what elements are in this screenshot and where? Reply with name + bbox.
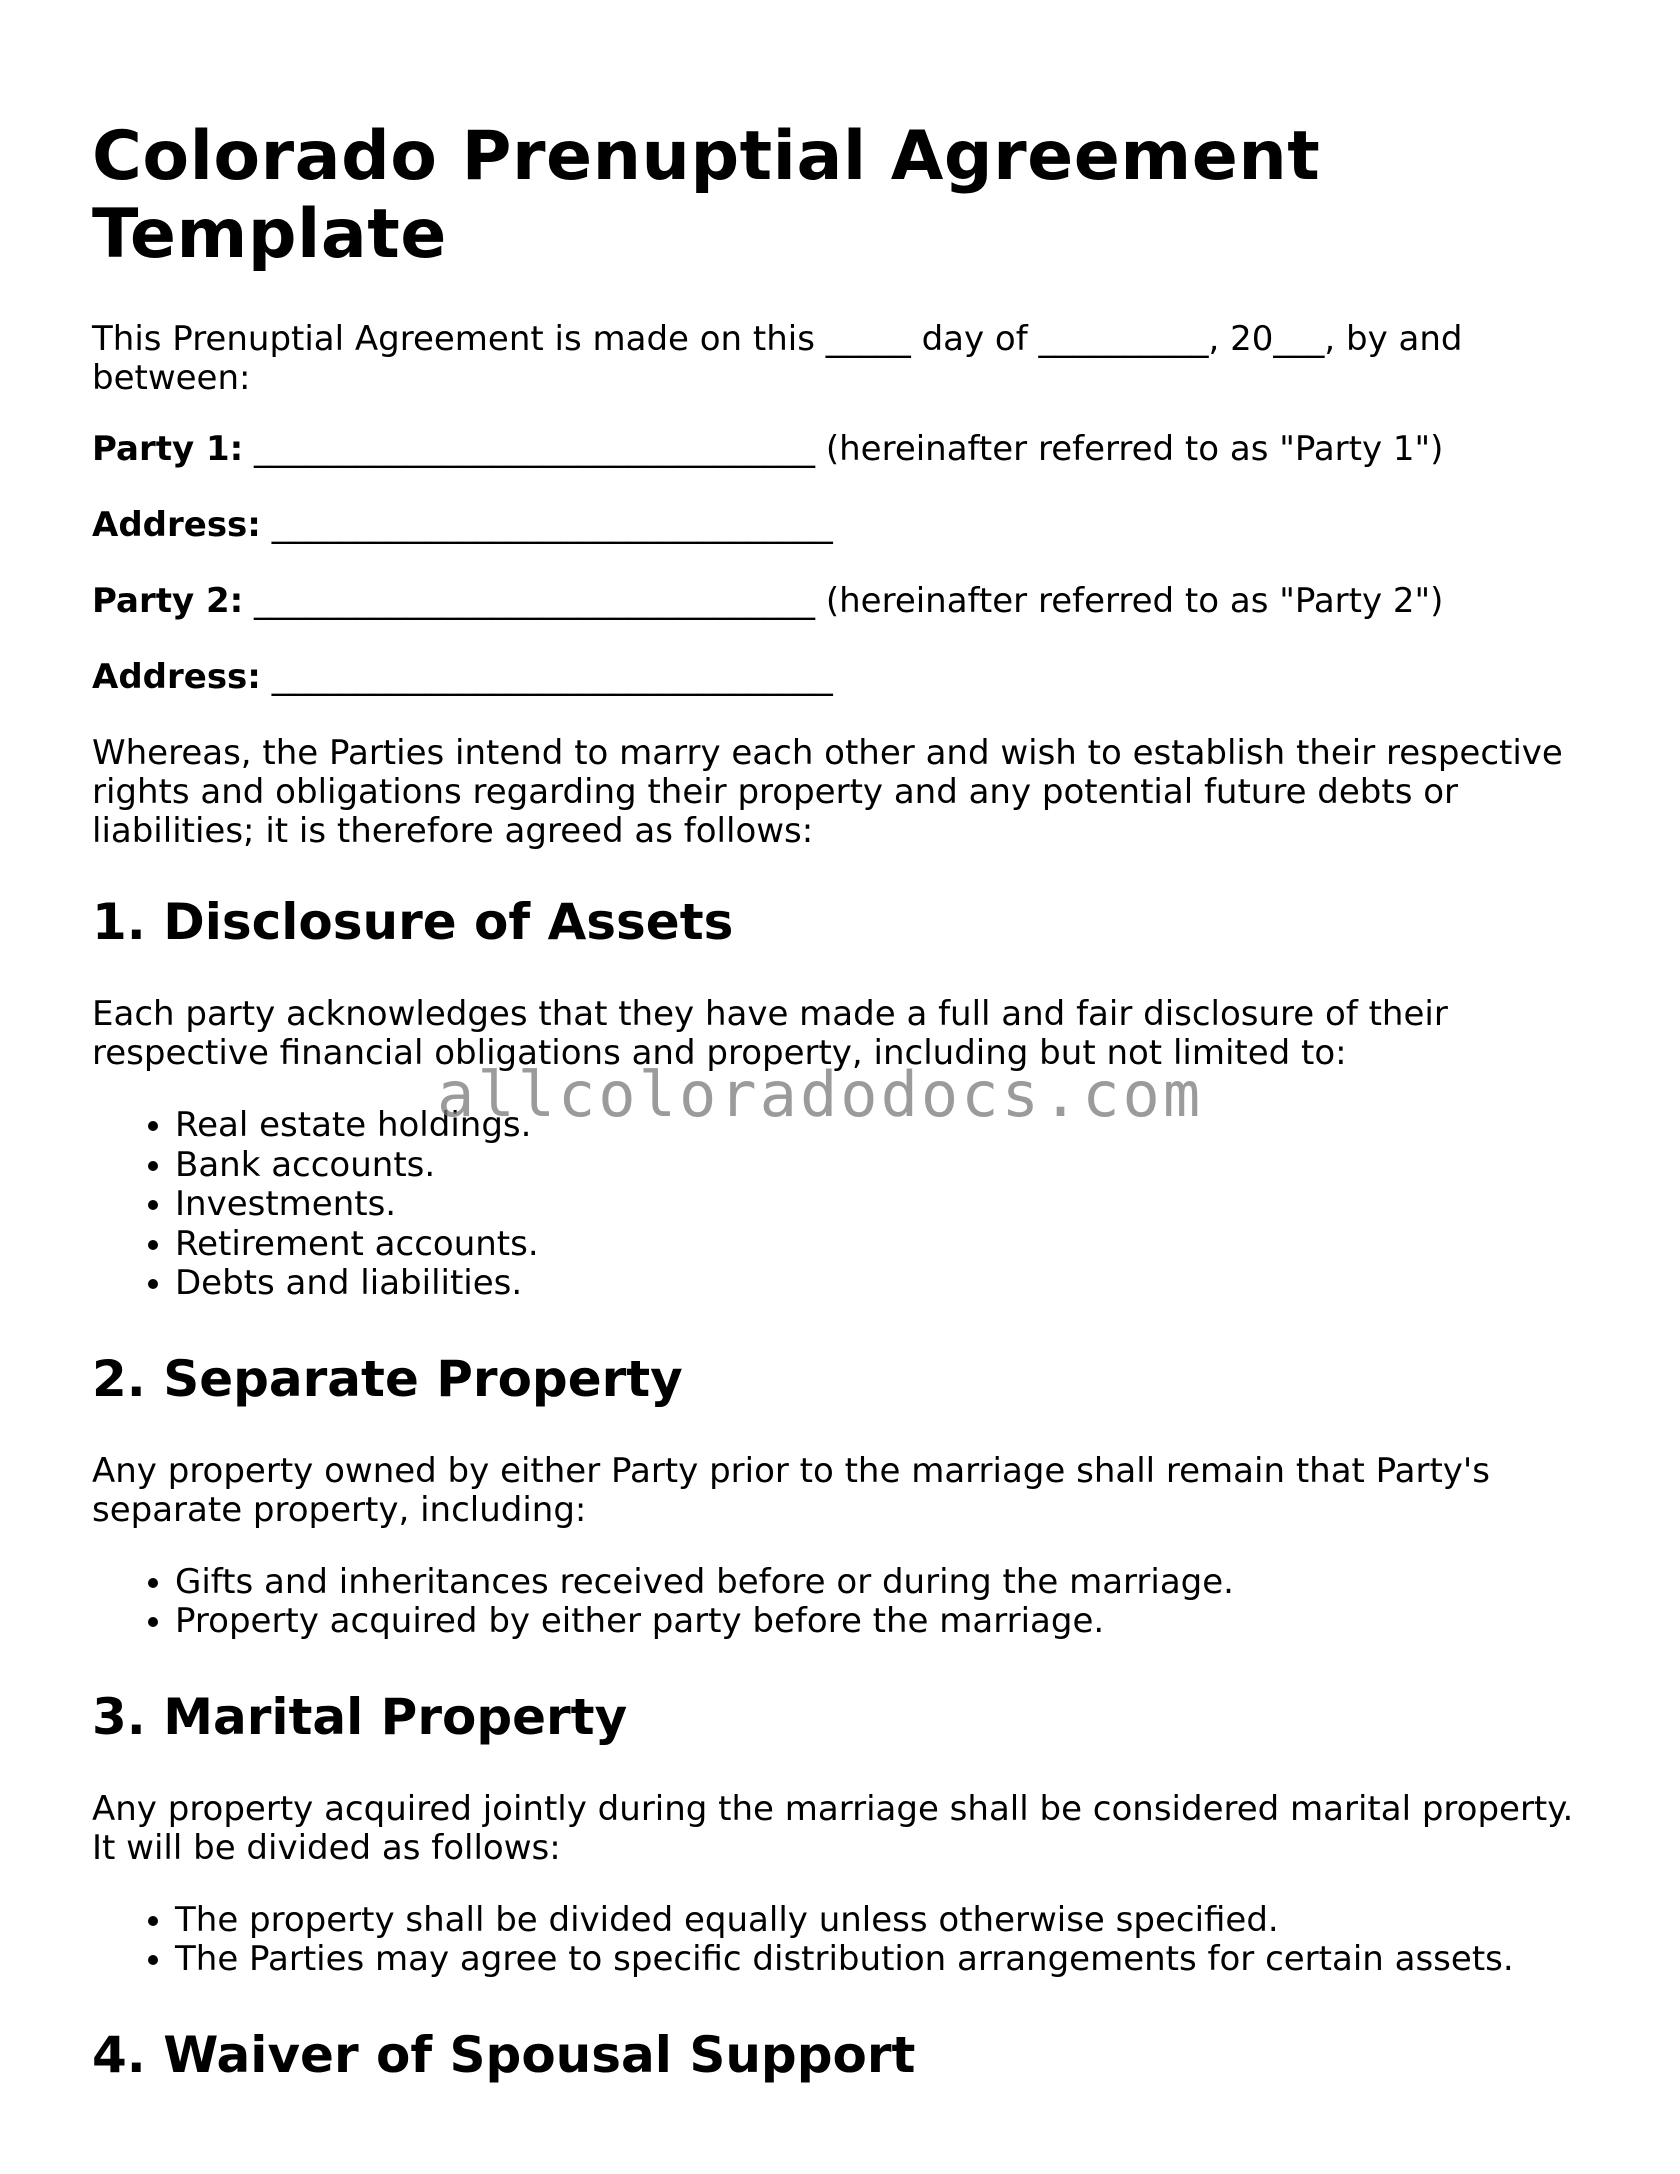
party-2-address-value: _________________________________ (260, 657, 833, 697)
section-heading-spousal-support: 4. Waiver of Spousal Support (92, 2025, 916, 2084)
document-page (92, 118, 1592, 2128)
intro-paragraph: This Prenuptial Agreement is made on this _____ day of __________, 20___, by and between: (92, 319, 1463, 398)
party-2-address-label: Address: (92, 657, 261, 697)
section-heading-marital-property: 3. Marital Property (92, 1687, 628, 1746)
list-item: • Real estate holdings. (175, 1106, 1592, 1146)
party-2-address-field (92, 658, 1592, 697)
list-item: • The Parties may agree to specific distribution arrangements for certain assets. (175, 1940, 1592, 1980)
party-1-address-field (92, 506, 1592, 545)
section-heading-separate-property: 2. Separate Property (92, 1349, 683, 1408)
section-body-disclosure: Each party acknowledges that they have made a full and fair disclosure of their respective financial obligations and property, including but not limited to: (92, 994, 1448, 1073)
whereas-paragraph: Whereas, the Parties intend to marry each other and wish to establish their respective rights and obligations regarding their property and any potential future debts or liabilities; it is therefore agreed as follows: (92, 733, 1563, 851)
list-item: • Bank accounts. (175, 1146, 1592, 1186)
section-body-separate-property: Any property owned by either Party prior to the marriage shall remain that Party's separate property, including: (92, 1450, 1490, 1530)
party-2-label: Party 2: (92, 581, 244, 621)
list-item: • Investments. (175, 1185, 1592, 1225)
list-item: • Property acquired by either party before the marriage. (175, 1602, 1592, 1642)
list-item: • Retirement accounts. (175, 1225, 1592, 1265)
party-2-value: _________________________________ (hereinafter referred to as "Party 2") (243, 581, 1444, 621)
separate-property-list (92, 1563, 1592, 1642)
list-item: • Gifts and inheritances received before or during the marriage. (175, 1563, 1592, 1603)
party-1-address-value: _________________________________ (260, 505, 833, 545)
disclosure-list (92, 1106, 1592, 1304)
party-1-label: Party 1: (92, 429, 244, 469)
party-1-value: _________________________________ (hereinafter referred to as "Party 1") (243, 429, 1444, 469)
list-item: • The property shall be divided equally unless otherwise specified. (175, 1901, 1592, 1941)
document-title: Colorado Prenuptial Agreement Template (92, 117, 1321, 274)
party-2-field (92, 582, 1592, 621)
list-item: • Debts and liabilities. (175, 1264, 1592, 1304)
section-body-marital-property: Any property acquired jointly during the marriage shall be considered marital property. It will be divided as follows: (92, 1788, 1574, 1868)
watermark-text: allcoloradodocs.com (437, 1058, 1204, 1131)
party-1-field (92, 430, 1592, 469)
section-heading-disclosure: 1. Disclosure of Assets (92, 893, 734, 951)
marital-property-list (92, 1901, 1592, 1980)
party-1-address-label: Address: (92, 505, 261, 545)
